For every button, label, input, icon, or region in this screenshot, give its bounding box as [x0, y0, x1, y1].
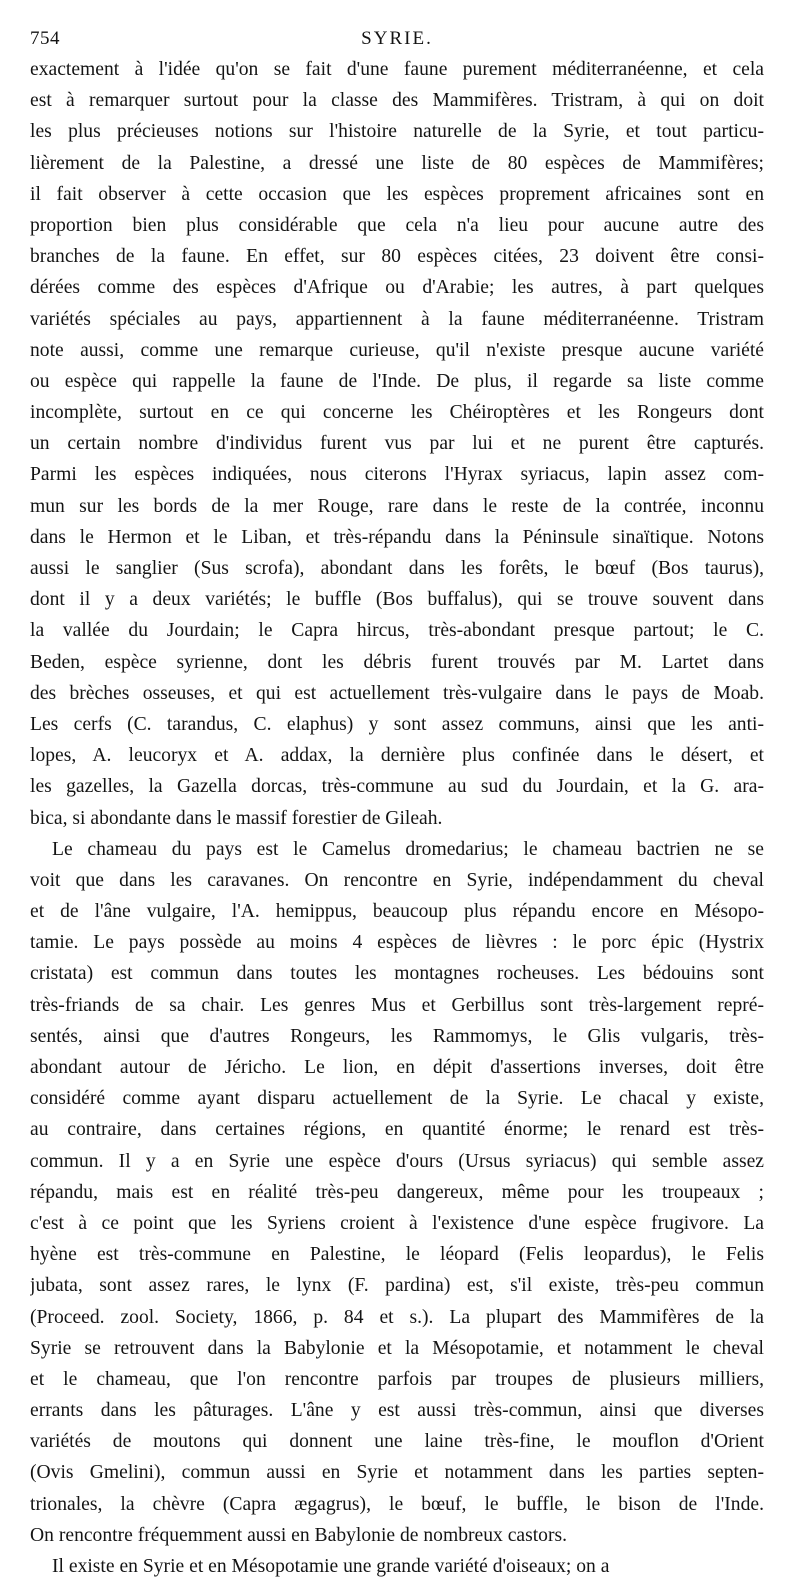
text-line: errants dans les pâturages. L'âne y est aussi très-commun, ainsi que diverses — [30, 1400, 764, 1422]
text-line: Les cerfs (C. tarandus, C. elaphus) y sont assez communs, ainsi que les anti- — [30, 713, 764, 735]
text-line: note aussi, comme une remarque curieuse, qu'il n'existe presque aucune variété — [30, 339, 764, 361]
text-line: (Proceed. zool. Society, 1866, p. 84 et s.). La plupart des Mammifères de la — [30, 1306, 764, 1328]
text-line: abondant autour de Jéricho. Le lion, en dépit d'assertions inverses, doit être — [30, 1057, 764, 1078]
paragraph — [30, 834, 764, 1551]
text-line: la vallée du Jourdain; le Capra hircus, très-abondant presque partout; le C. — [30, 620, 764, 642]
text-line: jubata, sont assez rares, le lynx (F. pardina) est, s'il existe, très-peu commun — [30, 1275, 764, 1297]
text-line: ou espèce qui rappelle la faune de l'Inde. De plus, il regarde sa liste comme — [30, 370, 764, 392]
page-number: 754 — [30, 28, 60, 49]
text-line: Syrie se retrouvent dans la Babylonie et la Mésopotamie, et notamment le cheval — [30, 1337, 764, 1359]
text-line: aussi le sanglier (Sus scrofa), abondant dans les forêts, le bœuf (Bos taurus), — [30, 558, 764, 579]
text-line: très-friands de sa chair. Les genres Mus et Gerbillus sont très-largement repré- — [30, 994, 764, 1016]
text-line: dérées comme des espèces d'Afrique ou d'Arabie; les autres, à part quelques — [30, 277, 764, 299]
text-line: au contraire, dans certaines régions, en quantité énorme; le renard est très- — [30, 1119, 764, 1141]
text-line: les plus précieuses notions sur l'histoire naturelle de la Syrie, et tout particu- — [30, 121, 764, 143]
text-line: un certain nombre d'individus furent vus par lui et ne purent être capturés. — [30, 433, 764, 455]
text-line: sentés, ainsi que d'autres Rongeurs, les Rammomys, le Glis vulgaris, très- — [30, 1025, 764, 1047]
text-line: trionales, la chèvre (Capra ægagrus), le bœuf, le buffle, le bison de l'Inde. — [30, 1493, 764, 1515]
text-line: considéré comme ayant disparu actuellement de la Syrie. Le chacal y existe, — [30, 1088, 764, 1110]
page-header — [30, 24, 764, 54]
text-line: dans le Hermon et le Liban, et très-répandu dans la Péninsule sinaïtique. Notons — [30, 526, 764, 548]
text-line: tamie. Le pays possède au moins 4 espèces de lièvres : le porc épic (Hystrix — [30, 932, 764, 954]
text-line: est à remarquer surtout pour la classe des Mammifères. Tristram, à qui on doit — [30, 90, 764, 112]
text-line: voit que dans les caravanes. On rencontre en Syrie, indépendamment du cheval — [30, 869, 764, 891]
text-line: hyène est très-commune en Palestine, le léopard (Felis leopardus), le Felis — [30, 1244, 764, 1266]
paragraph — [30, 1551, 764, 1582]
text-line: il fait observer à cette occasion que les espèces proprement africaines sont en — [30, 183, 764, 205]
text-line: Le chameau du pays est le Camelus dromedarius; le chameau bactrien ne se — [52, 838, 764, 860]
body-text — [30, 54, 764, 1582]
text-line: incomplète, surtout en ce qui concerne les Chéiroptères et les Rongeurs dont — [30, 402, 764, 424]
text-line: commun. Il y a en Syrie une espèce d'ours (Ursus syriacus) qui semble assez — [30, 1150, 764, 1172]
text-line: cristata) est commun dans toutes les montagnes rocheuses. Les bédouins sont — [30, 963, 764, 985]
text-line: exactement à l'idée qu'on se fait d'une faune purement méditerranéenne, et cela — [30, 59, 764, 80]
text-line: variétés de moutons qui donnent une laine très-fine, le mouflon d'Orient — [30, 1431, 764, 1453]
text-line: des brèches osseuses, et qui est actuellement très-vulgaire dans le pays de Moab. — [30, 682, 764, 704]
text-line: proportion bien plus considérable que cela n'a lieu pour aucune autre des — [30, 214, 764, 236]
text-line: et de l'âne vulgaire, l'A. hemippus, beaucoup plus répandu encore en Mésopo- — [30, 901, 764, 923]
text-line: variétés spéciales au pays, appartiennent à la faune méditerranéenne. Tristram — [30, 308, 764, 330]
text-line: On rencontre fréquemment aussi en Babylonie de nombreux castors. — [30, 1524, 568, 1546]
text-line: mun sur les bords de la mer Rouge, rare dans le reste de la contrée, inconnu — [30, 495, 764, 517]
text-line: Il existe en Syrie et en Mésopotamie une grande variété d'oiseaux; on a — [52, 1556, 610, 1577]
text-line: dont il y a deux variétés; le buffle (Bos buffalus), qui se trouve souvent dans — [30, 589, 764, 611]
text-line: c'est à ce point que les Syriens croient à l'existence d'une espèce frugivore. La — [30, 1212, 764, 1234]
text-line: (Ovis Gmelini), commun aussi en Syrie et notamment dans les parties septen- — [30, 1462, 764, 1484]
text-line: branches de la faune. En effet, sur 80 espèces citées, 23 doivent être consi- — [30, 246, 764, 268]
text-line: Beden, espèce syrienne, dont les débris furent trouvés par M. Lartet dans — [30, 651, 764, 673]
running-title: SYRIE. — [361, 28, 433, 49]
text-line: les gazelles, la Gazella dorcas, très-commune au sud du Jourdain, et la G. ara- — [30, 776, 764, 798]
text-line: répandu, mais est en réalité très-peu dangereux, même pour les troupeaux ; — [30, 1181, 764, 1203]
text-line: lièrement de la Palestine, a dressé une liste de 80 espèces de Mammifères; — [30, 152, 764, 174]
text-line: et le chameau, que l'on rencontre parfois par troupes de plusieurs milliers, — [30, 1368, 764, 1390]
paragraph — [30, 54, 764, 834]
book-page — [30, 24, 764, 1582]
text-line: lopes, A. leucoryx et A. addax, la dernière plus confinée dans le désert, et — [30, 745, 764, 767]
text-line: Parmi les espèces indiquées, nous citerons l'Hyrax syriacus, lapin assez com- — [30, 464, 764, 486]
text-line: bica, si abondante dans le massif forestier de Gileah. — [30, 807, 443, 829]
